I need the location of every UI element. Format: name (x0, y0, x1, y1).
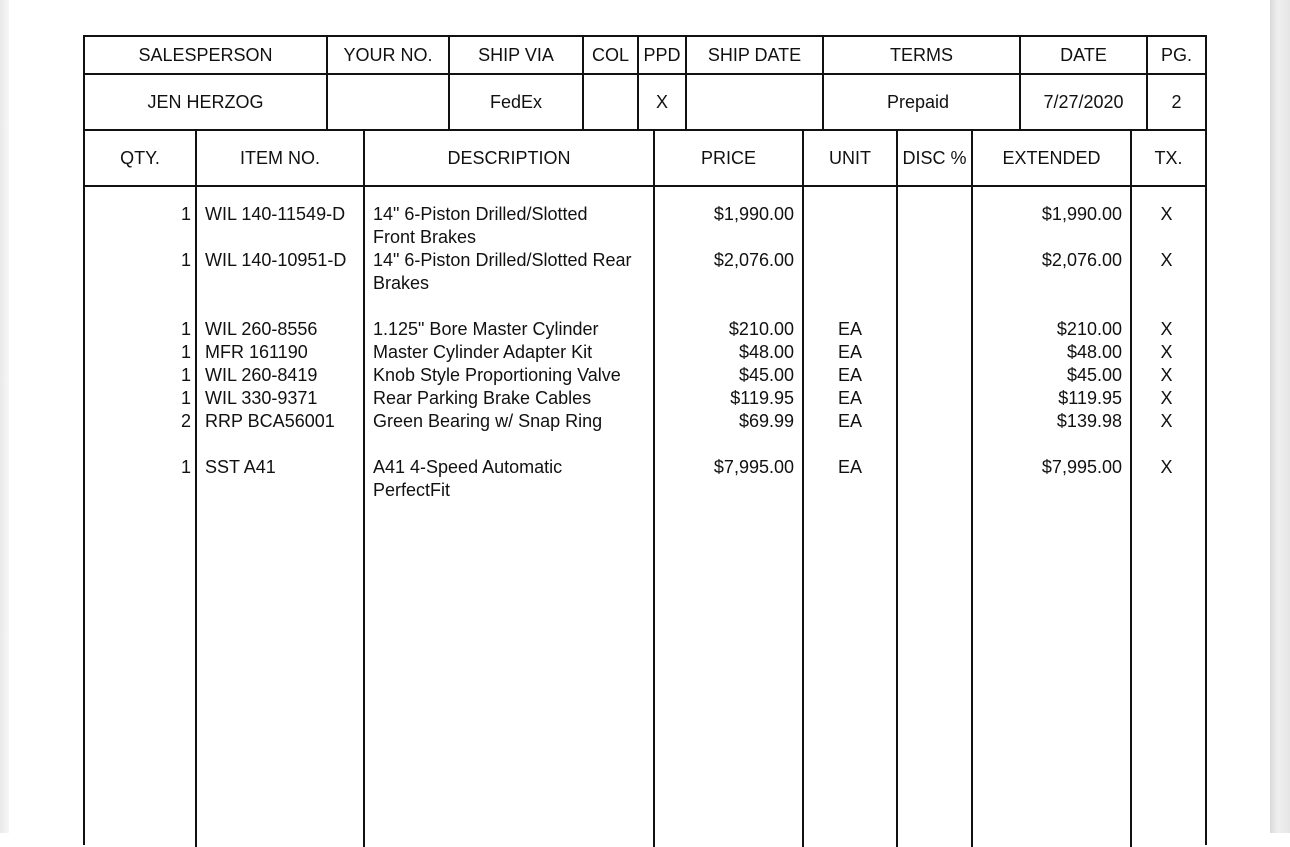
col-label: COL (584, 37, 639, 73)
your-no-value (328, 75, 450, 129)
disc-column-header: DISC % (898, 131, 973, 185)
disc-column (898, 187, 973, 847)
col-value (584, 75, 639, 129)
page-label: PG. (1160, 44, 1192, 65)
item-no-column (197, 187, 365, 847)
description-cell: 1.125" Bore Master Cylinder (373, 319, 599, 339)
item-no-cell: WIL 330-9371 (205, 388, 318, 408)
qty-cell: 2 (180, 411, 191, 431)
unit-cell: EA (838, 388, 863, 408)
price-cell: $1,990.00 (713, 204, 794, 224)
description-cell: A41 4-Speed Automatic (373, 457, 563, 477)
tx-column-header: TX. (1154, 147, 1183, 168)
qty-cell: 1 (180, 319, 191, 339)
tax-flag-cell: X (1160, 388, 1173, 408)
extended-cell: $48.00 (1066, 342, 1122, 362)
description-cell: PerfectFit (373, 480, 451, 500)
description-column (365, 187, 655, 847)
unit-cell: EA (838, 342, 863, 362)
page-gutter-left (0, 0, 9, 833)
unit-cell: EA (838, 365, 863, 385)
tax-flag-cell: X (1160, 342, 1173, 362)
extended-cell: $119.95 (1058, 388, 1122, 408)
tax-flag-cell: X (1160, 204, 1173, 224)
description-cell: 14" 6-Piston Drilled/Slotted (373, 204, 588, 224)
extended-cell: $7,995.00 (1041, 457, 1122, 477)
ship-via-label: SHIP VIA (450, 37, 584, 73)
tax-flag-cell: X (1160, 365, 1173, 385)
ppd-label: PPD (639, 37, 687, 73)
salesperson-value: JEN HERZOG (85, 75, 328, 129)
description-cell: Master Cylinder Adapter Kit (373, 342, 593, 362)
header-values-row (85, 75, 1205, 131)
unit-cell: EA (838, 457, 863, 477)
price-cell: $7,995.00 (713, 457, 794, 477)
item-no-cell: WIL 140-10951-D (205, 250, 347, 270)
qty-cell: 1 (180, 365, 191, 385)
description-cell: 14" 6-Piston Drilled/Slotted Rear (373, 250, 632, 270)
description-cell: Brakes (373, 273, 430, 293)
unit-cell: EA (838, 319, 863, 339)
item-no-cell: WIL 260-8419 (205, 365, 318, 385)
salesperson-label: SALESPERSON (85, 37, 328, 73)
ppd-value: X (639, 75, 687, 129)
ship-via-value: FedEx (450, 75, 584, 129)
item-no-column-header: ITEM NO. (197, 131, 365, 185)
price-cell: $45.00 (738, 365, 794, 385)
qty-column (85, 187, 197, 847)
qty-cell: 1 (180, 388, 191, 408)
ship-date-label: SHIP DATE (687, 37, 824, 73)
qty-column-header: QTY. (85, 131, 197, 185)
tax-flag-cell: X (1160, 319, 1173, 339)
price-cell: $48.00 (738, 342, 794, 362)
qty-cell: 1 (180, 457, 191, 477)
price-column (655, 187, 804, 847)
qty-cell: 1 (180, 342, 191, 362)
item-no-cell: SST A41 (205, 457, 276, 477)
price-cell: $69.99 (738, 411, 794, 431)
unit-column (804, 187, 898, 847)
description-cell: Front Brakes (373, 227, 477, 247)
item-no-cell: MFR 161190 (205, 342, 308, 362)
invoice-document (83, 35, 1207, 845)
extended-cell: $45.00 (1066, 365, 1122, 385)
extended-cell: $1,990.00 (1041, 204, 1122, 224)
extended-cell: $2,076.00 (1041, 250, 1122, 270)
item-no-cell: WIL 140-11549-D (205, 204, 346, 224)
item-no-cell: RRP BCA56001 (205, 411, 335, 431)
price-cell: $2,076.00 (713, 250, 794, 270)
extended-cell: $210.00 (1056, 319, 1122, 339)
extended-column (973, 187, 1132, 847)
unit-cell: EA (838, 411, 863, 431)
your-no-label: YOUR NO. (328, 37, 450, 73)
unit-column-header: UNIT (804, 131, 898, 185)
extended-column-header: EXTENDED (973, 131, 1132, 185)
header-labels-row (85, 37, 1205, 75)
date-label: DATE (1021, 37, 1148, 73)
extended-cell: $139.98 (1056, 411, 1122, 431)
terms-value: Prepaid (824, 75, 1021, 129)
items-table-body (85, 187, 1205, 847)
price-cell: $210.00 (728, 319, 794, 339)
terms-label: TERMS (824, 37, 1021, 73)
item-no-cell: WIL 260-8556 (205, 319, 318, 339)
description-cell: Green Bearing w/ Snap Ring (373, 411, 603, 431)
description-column-header: DESCRIPTION (365, 131, 655, 185)
description-cell: Rear Parking Brake Cables (373, 388, 592, 408)
date-value: 7/27/2020 (1021, 75, 1148, 129)
ship-date-value (687, 75, 824, 129)
page-value: 2 (1171, 91, 1182, 112)
price-column-header: PRICE (655, 131, 804, 185)
tax-flag-cell: X (1160, 411, 1173, 431)
price-cell: $119.95 (730, 388, 794, 408)
description-cell: Knob Style Proportioning Valve (373, 365, 621, 385)
qty-cell: 1 (180, 250, 191, 270)
scrollbar-track[interactable] (1270, 0, 1290, 833)
tax-flag-cell: X (1160, 457, 1173, 477)
items-table-header (85, 131, 1205, 187)
tx-column (1132, 187, 1205, 847)
qty-cell: 1 (180, 204, 191, 224)
tax-flag-cell: X (1160, 250, 1173, 270)
